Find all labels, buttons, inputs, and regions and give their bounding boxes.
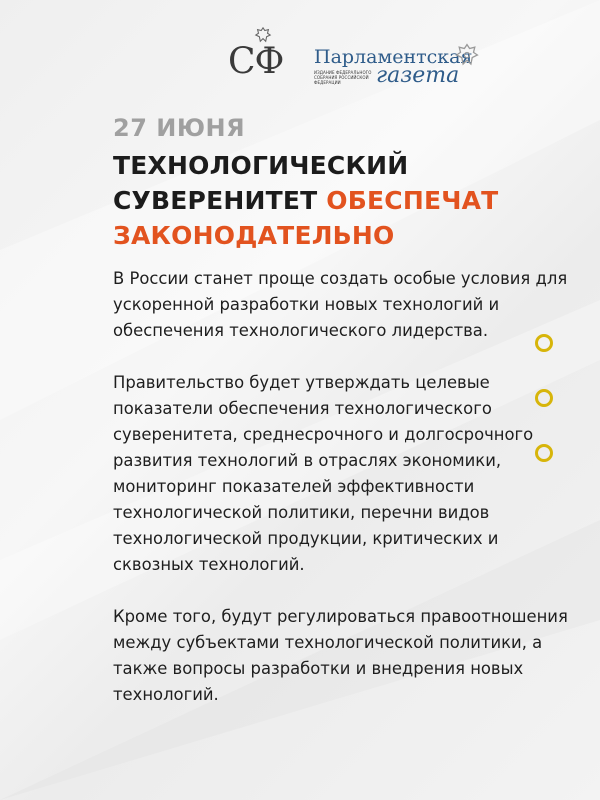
parliament-gazette-logo: [314, 26, 494, 86]
ring-icon: [535, 389, 553, 407]
title-line-2-dark: СУВЕРЕНИТЕТ: [113, 186, 318, 215]
header-logos: [228, 26, 494, 86]
ring-icon: [535, 444, 553, 462]
article-title: [113, 148, 553, 253]
pg-logo-subtitle: ИЗДАНИЕ ФЕДЕРАЛЬНОГО СОБРАНИЯ РОССИЙСКОЙ ФЕДЕРАЦИИ: [314, 70, 372, 85]
eagle-emblem-icon: [454, 42, 480, 68]
sf-logo-text: СФ: [228, 41, 284, 82]
article-paragraph: Кроме того, будут регулироваться правоотношения между субъектами технологической политики, а также вопросы разработки и внедрения новых технологий.: [113, 607, 568, 704]
title-line-2-accent: ОБЕСПЕЧАТ: [326, 186, 499, 215]
pg-logo-word1: Парламентская: [314, 46, 473, 68]
article-paragraph: В России станет проще создать особые условия для ускоренной разработки новых технологий и обеспечения технологического лидерства.: [113, 269, 568, 340]
title-line-2: [113, 183, 553, 218]
ring-icon: [535, 334, 553, 352]
article-date: 27 ИЮНЯ: [113, 114, 246, 142]
title-line-1: ТЕХНОЛОГИЧЕСКИЙ: [113, 151, 409, 180]
pg-logo-word2: газета: [376, 63, 460, 88]
article-body: [113, 266, 573, 734]
article-paragraph: Правительство будет утверждать целевые показатели обеспечения технологического суверенитета, среднесрочного и долгосрочного развития технологий в отраслях экономики, мониторинг показателей эффективности технологической политики, перечни видов технологической продукции, критических и сквозных технологий.: [113, 373, 534, 574]
title-line-3-accent: ЗАКОНОДАТЕЛЬНО: [113, 221, 395, 250]
sf-logo: [228, 26, 298, 86]
